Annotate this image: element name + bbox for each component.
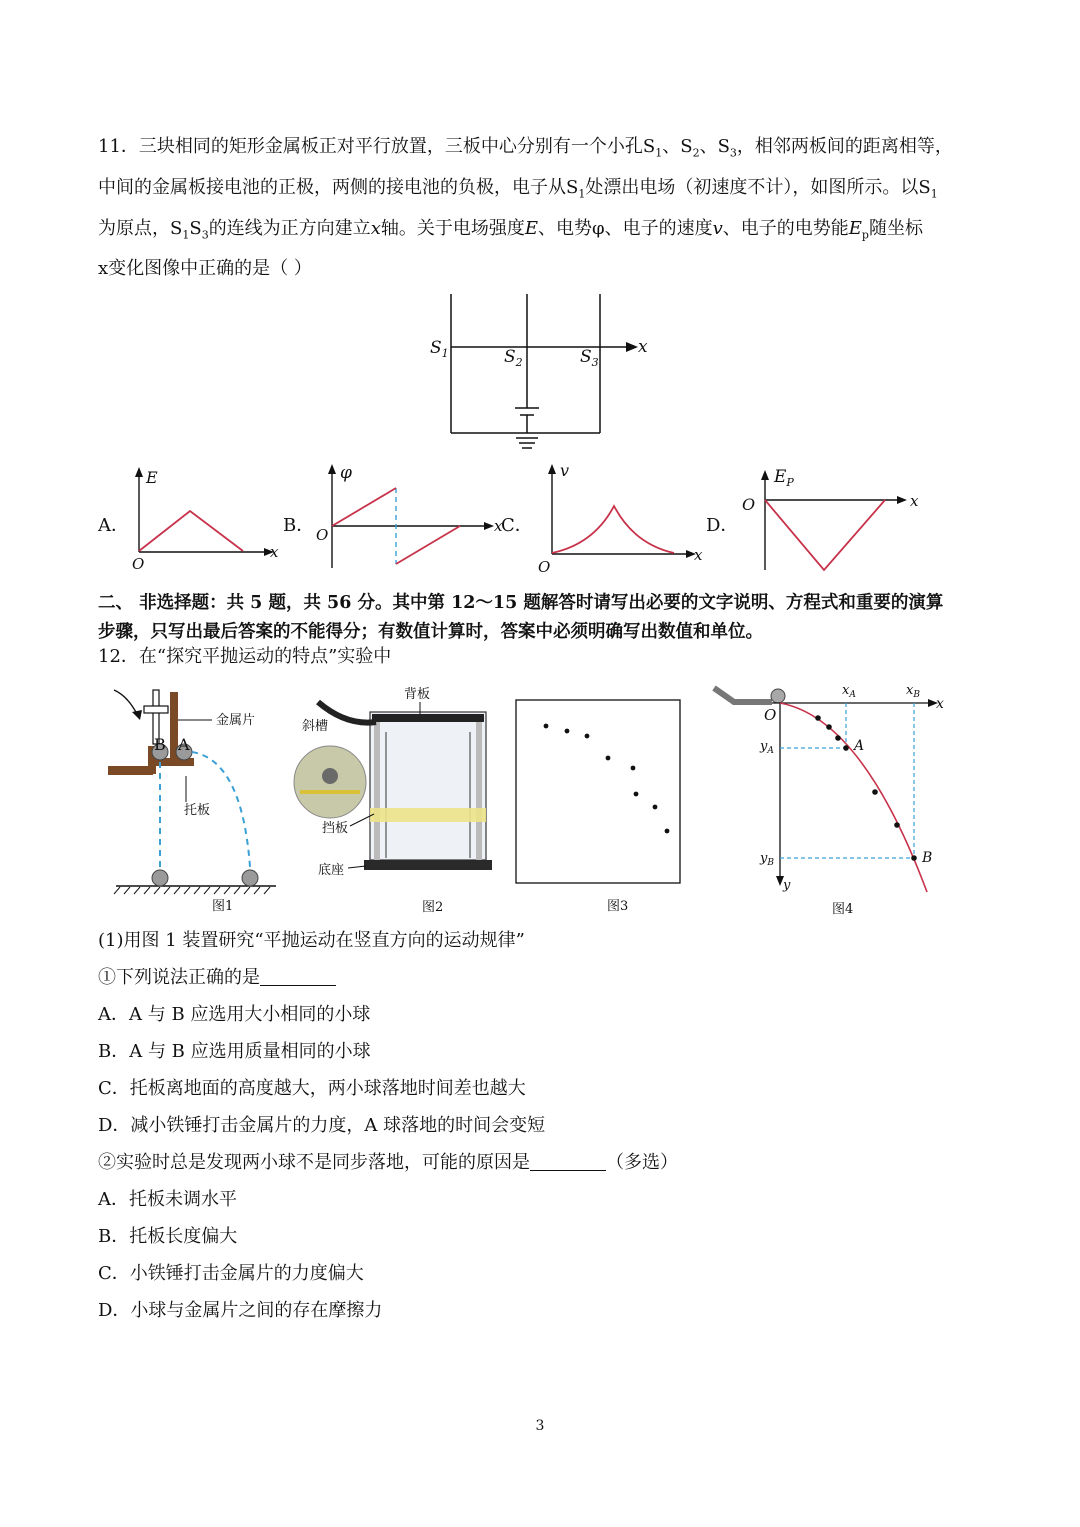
svg-text:x: x (270, 543, 279, 561)
svg-text:EP: $E_P$ (774, 467, 794, 489)
svg-text:图3: 图3 (607, 899, 629, 914)
svg-text:A: A (854, 738, 865, 754)
svg-text:底座: 底座 (318, 863, 345, 878)
svg-text:xB: $x_B$ (906, 683, 920, 700)
q11-line1: 11．三块相同的矩形金属板正对平行放置，三板中心分别有一个小孔$S_1$、$S_2$、$S_3$，相邻两板间的距离相等， (98, 136, 953, 160)
sub2-option-d[interactable]: D．小球与金属片之间的存在摩擦力 (98, 1300, 383, 1321)
svg-text:x: x (694, 546, 703, 564)
svg-text:B: B (154, 735, 166, 754)
option-d-label[interactable]: D． (706, 515, 739, 536)
svg-text:yA: $y_A$ (760, 739, 774, 756)
svg-text:xA: $x_A$ (842, 683, 856, 700)
sub2-option-b[interactable]: B．托板长度偏大 (98, 1226, 238, 1247)
option-c-graph (534, 460, 714, 578)
svg-text:φ: φ (340, 463, 352, 483)
svg-text:O: O (316, 526, 329, 544)
label-s2: $S_2$ (504, 347, 523, 369)
page-number: 3 (535, 1418, 545, 1434)
option-c-label[interactable]: C． (501, 515, 533, 536)
fig4-trajectory (712, 678, 952, 918)
q11-line3: 为原点，$S_1S_3$的连线为正方向建立x轴。关于电场强度E、电势φ、电子的速度v、电子的电势能$E_p$随坐标 (98, 218, 923, 242)
svg-text:x: x (910, 492, 919, 510)
sub2-option-a[interactable]: A．托板未调水平 (98, 1189, 237, 1210)
section2-line1: 二、 非选择题：共 5 题，共 56 分。其中第 12～15 题解答时请写出必要的文字说明、方程式和重要的演算 (98, 593, 944, 613)
label-s3: $S_3$ (580, 347, 599, 369)
svg-text:图1: 图1 (212, 899, 234, 914)
fig3-dot-trace (515, 698, 685, 912)
q12-part1: (1)用图 1 装置研究“平抛运动在竖直方向的运动规律” (98, 930, 525, 951)
sub1-option-d[interactable]: D．减小铁锤打击金属片的力度，A 球落地的时间会变短 (98, 1115, 546, 1136)
svg-text:O: O (742, 495, 756, 514)
q11-line2: 中间的金属板接电池的正极，两侧的接电池的负极，电子从$S_1$处漂出电场（初速度不计），如图所示。以$S_1$ (98, 177, 938, 201)
svg-text:图4: 图4 (832, 902, 854, 917)
fig2-apparatus (290, 682, 500, 915)
option-d-graph (738, 462, 938, 574)
svg-text:x: x (936, 696, 944, 712)
option-b-label[interactable]: B． (283, 515, 315, 536)
sub2-option-c[interactable]: C．小铁锤打击金属片的力度偏大 (98, 1263, 364, 1284)
svg-text:O: O (132, 555, 145, 573)
svg-text:O: O (538, 558, 551, 576)
svg-text:B: B (922, 850, 933, 866)
q12-sub1: ①下列说法正确的是 (98, 967, 336, 989)
q11-line4: x变化图像中正确的是（ ） (98, 258, 312, 279)
answer-blank-1[interactable] (260, 967, 336, 986)
svg-text:yB: $y_B$ (760, 851, 774, 868)
option-a-label[interactable]: A． (98, 515, 129, 536)
svg-text:O: O (764, 706, 777, 724)
q12-sub2: ②实验时总是发现两小球不是同步落地，可能的原因是 （多选） (98, 1152, 678, 1173)
answer-blank-2[interactable] (530, 1152, 606, 1171)
fig1-apparatus (100, 682, 290, 912)
svg-text:挡板: 挡板 (322, 821, 349, 836)
svg-text:E: E (146, 468, 158, 487)
sub1-option-b[interactable]: B．A 与 B 应选用质量相同的小球 (98, 1041, 371, 1062)
svg-text:x: x (494, 517, 503, 535)
svg-text:A: A (178, 735, 190, 754)
sub1-option-a[interactable]: A．A 与 B 应选用大小相同的小球 (98, 1004, 371, 1025)
svg-text:斜槽: 斜槽 (302, 719, 329, 734)
option-b-graph (312, 460, 512, 578)
label-x: x (638, 337, 648, 357)
option-a-graph (130, 465, 290, 575)
svg-text:金属片: 金属片 (216, 713, 256, 728)
svg-text:图2: 图2 (422, 900, 444, 915)
svg-text:托板: 托板 (184, 803, 211, 818)
q11-plates-diagram (420, 290, 660, 460)
svg-text:y: y (783, 878, 791, 893)
svg-text:背板: 背板 (404, 687, 431, 702)
section2-line2: 步骤，只写出最后答案的不能得分；有数值计算时，答案中必须明确写出数值和单位。 (98, 622, 763, 642)
label-s1: $S_1$ (430, 338, 449, 360)
q12-title: 12．在“探究平抛运动的特点”实验中 (98, 646, 392, 667)
sub1-option-c[interactable]: C．托板离地面的高度越大，两小球落地时间差也越大 (98, 1078, 526, 1099)
svg-text:v: v (560, 461, 570, 480)
